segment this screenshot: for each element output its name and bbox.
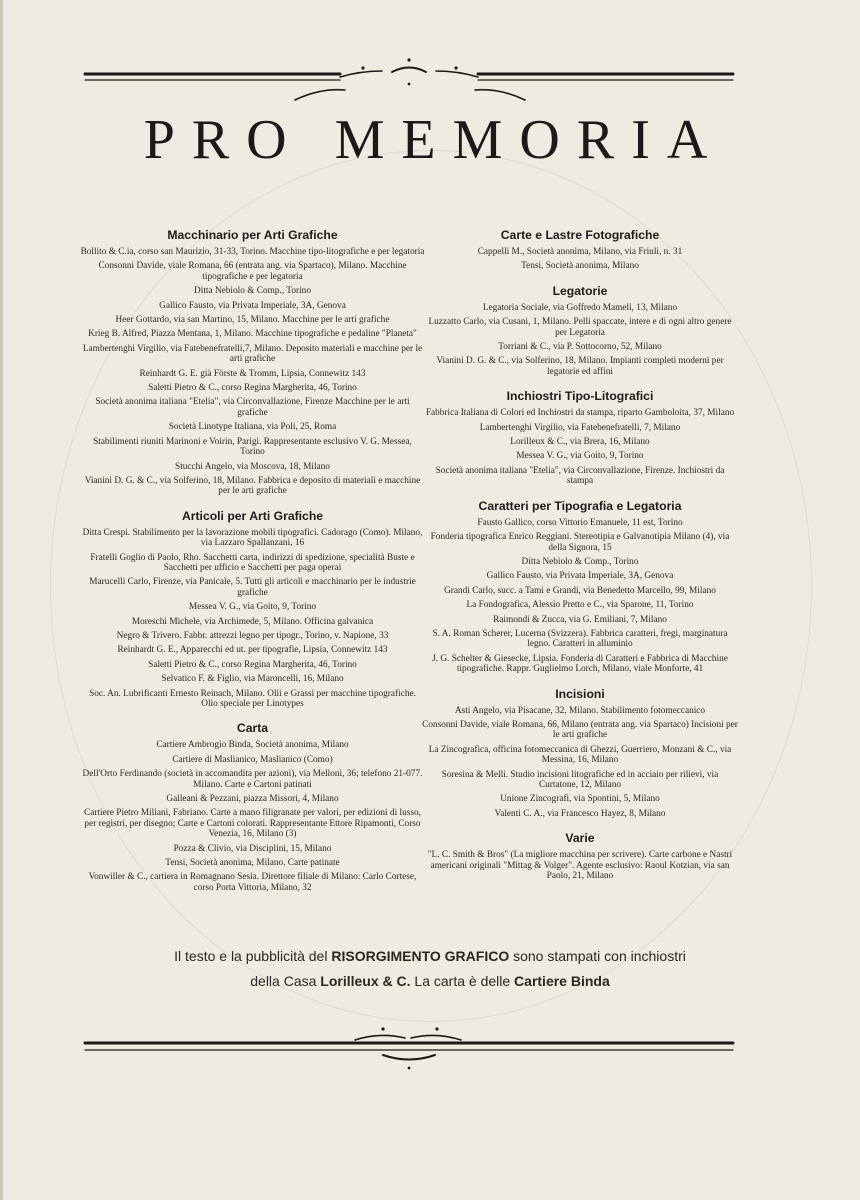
footer-text: sono stampati con inchiostri <box>509 948 686 964</box>
list-item: Fabbrica Italiana di Colori ed Inchiostri da stampa, riparto Gamboloita, 37, Milano <box>425 408 735 419</box>
list-item: Heer Gottardo, via san Martino, 15, Milano. Macchine per le arti grafiche <box>115 315 390 326</box>
list-item: Soresina & Melli. Studio incisioni litografiche ed in acciaio per rilievi, via Curtatone, 12, Milano <box>441 769 719 790</box>
list-item: Cartiere di Maslianico, Maslianico (Como) <box>172 754 333 765</box>
list-item: Valenti C. A., via Francesco Hayez, 8, Milano <box>494 808 666 819</box>
list-item: J. G. Schelter & Giesecke, Lipsia. Fonderia di Caratteri e Fabbrica di Macchine tipografiche. Rappr. Guglielmo Lorch, Milano, viale Monforte, 41 <box>432 653 728 675</box>
section-heading: Caratteri per Tipografia e Legatoria <box>478 498 682 513</box>
list-item: Vonwiller & C., cartiera in Romagnano Sesia. Direttore filiale di Milano: Carlo Cortese, corso Porta Vittoria, Milano, 32 <box>88 872 417 893</box>
list-item: Lorilleux & C., via Brera, 16, Milano <box>510 437 650 448</box>
list-item: Società anonima italiana "Etelia", via Circonvallazione, Firenze Macchine per le arti grafiche <box>95 397 410 418</box>
list-item: Negro & Trivero. Fabbr. attrezzi legno per tipogr., Torino, v. Napione, 33 <box>116 630 389 641</box>
page-title: PRO MEMORIA <box>143 109 725 171</box>
section-heading: Incisioni <box>555 686 605 701</box>
list-item: Ditta Crespi. Stabilimento per la lavorazione mobili tipografici. Cadorago (Como). Milano, via Lazzaro Spallanzani, 16 <box>82 527 423 549</box>
list-item: Marucelli Carlo, Firenze, via Panicale, 5. Tutti gli articoli e macchinario per le industrie grafiche <box>89 577 416 598</box>
list-item: Gallico Fausto, via Privata Imperiale, 3A, Genova <box>159 300 346 311</box>
list-item: Tensi, Società anonima, Milano <box>521 261 639 272</box>
list-item: La Fondografica, Alessio Pretto e C., via Sparone, 11, Torino <box>466 600 694 611</box>
list-item: "L. C. Smith & Bros" (La migliore macchina per scrivere). Carte carbone e Nastri americani originali "Mittag & Volger". Agente esclusivo: Raoul Kotzian, via san Paolo, 21, Milano <box>427 850 733 882</box>
section-heading: Inchiostri Tipo-Litografici <box>506 389 654 404</box>
section-heading: Varie <box>565 831 595 846</box>
list-item: Lambertenghi Virgilio, via Fatebenefratelli, 7, Milano <box>479 422 681 433</box>
list-item: Vianini D. G. & C., via Solferino, 18, Milano. Impianti completi moderni per legatorie ed affini <box>436 356 724 377</box>
list-item: Cartiere Ambrogio Binda, Società anonima, Milano <box>156 740 349 751</box>
list-item: Moreschi Michele, via Archimede, 5, Milano. Officina galvanica <box>131 616 374 627</box>
list-item: Saletti Pietro & C., corso Regina Margherita, 46, Torino <box>148 659 357 670</box>
footer-text: Il testo e la pubblicità del <box>174 948 332 964</box>
list-item: Unione Zincografi, via Spontini, 5, Milano <box>500 794 660 805</box>
list-item: Messea V. G., via Goito, 9, Torino <box>516 451 644 462</box>
list-item: Luzzatto Carlo, via Cusani, 1, Milano. Pelli spaccate, intere e di ogni altro genere per Legatoria <box>428 317 732 338</box>
section-heading: Carte e Lastre Fotografiche <box>500 228 660 242</box>
footer-emphasis: Lorilleux & C. <box>320 973 411 989</box>
list-item: Saletti Pietro & C., corso Regina Margherita, 46, Torino <box>148 383 357 394</box>
list-item: Società anonima italiana "Etelia", via Circonvallazione, Firenze. Inchiostri da stampa <box>435 465 725 487</box>
footer-emphasis: Cartiere Binda <box>514 973 610 989</box>
footer-text: della Casa <box>250 973 321 989</box>
list-item: Consonni Davide, viale Romana, 66, Milano (entrata ang. via Spartaco) Incisioni per le arti grafiche <box>422 719 738 741</box>
list-item: Raimondi & Zucca, via G. Emiliani, 7, Milano <box>493 614 667 625</box>
list-item: Pozza & Clivio, via Disciplini, 15, Milano <box>173 843 332 854</box>
list-item: Bollito & C.ia, corso san Maurizio, 31-33, Torino. Macchine tipo-litografiche e per legatoria <box>80 247 425 257</box>
list-item: Cappelli M., Società anonima, Milano, via Friuli, n. 31 <box>477 247 683 257</box>
list-item: Messea V. G., via Goito, 9, Torino <box>188 602 317 613</box>
list-item: Asti Angelo, via Pisacane, 32, Milano. Stabilimento fotomeccanico <box>454 705 706 716</box>
list-item: Reinhardt G. E., Apparecchi ed ut. per tipografie, Lipsia, Connewitz 143 <box>117 645 388 656</box>
list-item: Galleani & Pezzani, piazza Missori, 4, Milano <box>166 794 339 805</box>
list-item: La Zincografica, officina fotomeccanica di Ghezzi, Guerriero, Monzani & C., via Messina, 16, Milano <box>428 744 732 766</box>
list-item: Legatoria Sociale, via Goffredo Mameli, 13, Milano <box>482 302 678 313</box>
list-item: Dell'Orto Ferdinando (società in accomandita per azioni), via Melloni, 36; telefono 21-077. Milano. Carte e Cartoni patinati <box>82 769 423 790</box>
list-item: Gallico Fausto, via Privata Imperiale, 3A, Genova <box>486 571 674 582</box>
section-heading: Carta <box>236 721 269 736</box>
list-item: Società Linotype Italiana, via Poli, 25, Roma <box>168 422 337 433</box>
section-heading: Macchinario per Arti Grafiche <box>167 228 338 242</box>
list-item: Lambertenghi Virgilio, via Fatebenefratelli,7, Milano. Deposito materiali e macchine per le arti grafiche <box>82 343 423 365</box>
list-item: Stabilimenti riuniti Marinoni e Voirin, Parigi. Rappresentante esclusivo V. G. Messea, Torino <box>93 436 412 458</box>
list-item: Ditta Nebiolo & Comp., Torino <box>194 286 311 297</box>
list-item: Ditta Nebiolo & Comp., Torino <box>521 556 639 567</box>
list-item: Stucchi Angelo, via Moscova, 18, Milano <box>175 461 330 472</box>
list-item: Soc. An. Lubrificanti Ernesto Reinach, Milano. Olii e Grassi per macchine tipografiche. Olio speciale per Linotypes <box>89 688 416 709</box>
footer-text: La carta è delle <box>410 973 515 989</box>
list-item: Selvatico F. & Figlio, via Maroncelli, 16, Milano <box>161 674 344 685</box>
list-item: Tensi, Società anonima, Milano. Carte patinate <box>165 858 340 869</box>
list-item: Torriani & C., via P. Sottocorno, 52, Milano <box>498 342 662 353</box>
footer-emphasis: RISORGIMENTO GRAFICO <box>331 948 510 964</box>
list-item: Krieg B. Alfred, Piazza Mentana, 1, Milano. Macchine tipografiche e pedaline "Planeta" <box>88 329 417 340</box>
section-heading: Legatorie <box>552 283 608 298</box>
list-item: Cartiere Pietro Miliani, Fabriano. Carte a mano filigranate per valori, per edizioni di lusso, per registri, per disegno; Carte e Cartoni colorati. Rappresentante Ettore Ripamonti, Corso Venezia, 16, Milano (3) <box>84 808 421 840</box>
list-item: Fausto Gallico, corso Vittorio Emanuele, 11 est, Torino <box>477 517 683 528</box>
list-item: S. A. Roman Scherer, Lucerna (Svizzera). Fabbrica caratteri, fregi, marginatura legno. Caratteri in alluminio <box>432 628 728 650</box>
list-item: Reinhardt G. E. già Förste & Tromm, Lipsia, Connewitz 143 <box>139 368 366 379</box>
list-item: Vianini D. G. & C., via Solferino, 18, Milano. Fabbrica e deposito di materiali e macchine per le arti grafiche <box>84 475 421 497</box>
section-heading: Articoli per Arti Grafiche <box>181 508 324 523</box>
list-item: Fratelli Goglio di Paolo, Rho. Sacchetti carta, indirizzi di spedizione, specialità Buste e Sacchetti per ufficio e Sacchetti per paga operai <box>90 552 415 573</box>
list-item: Fonderia tipografica Enrico Reggiani. Stereotipia e Galvanotipia Milano (4), via della Signora, 15 <box>430 532 730 553</box>
list-item: Grandi Carlo, succ. a Tami e Grandi, via Benedetto Marcello, 99, Milano <box>444 585 716 596</box>
list-item: Consonni Davide, viale Romana, 66 (entrata ang. via Spartaco), Milano. Macchine tipografiche e per legatoria <box>98 261 407 282</box>
